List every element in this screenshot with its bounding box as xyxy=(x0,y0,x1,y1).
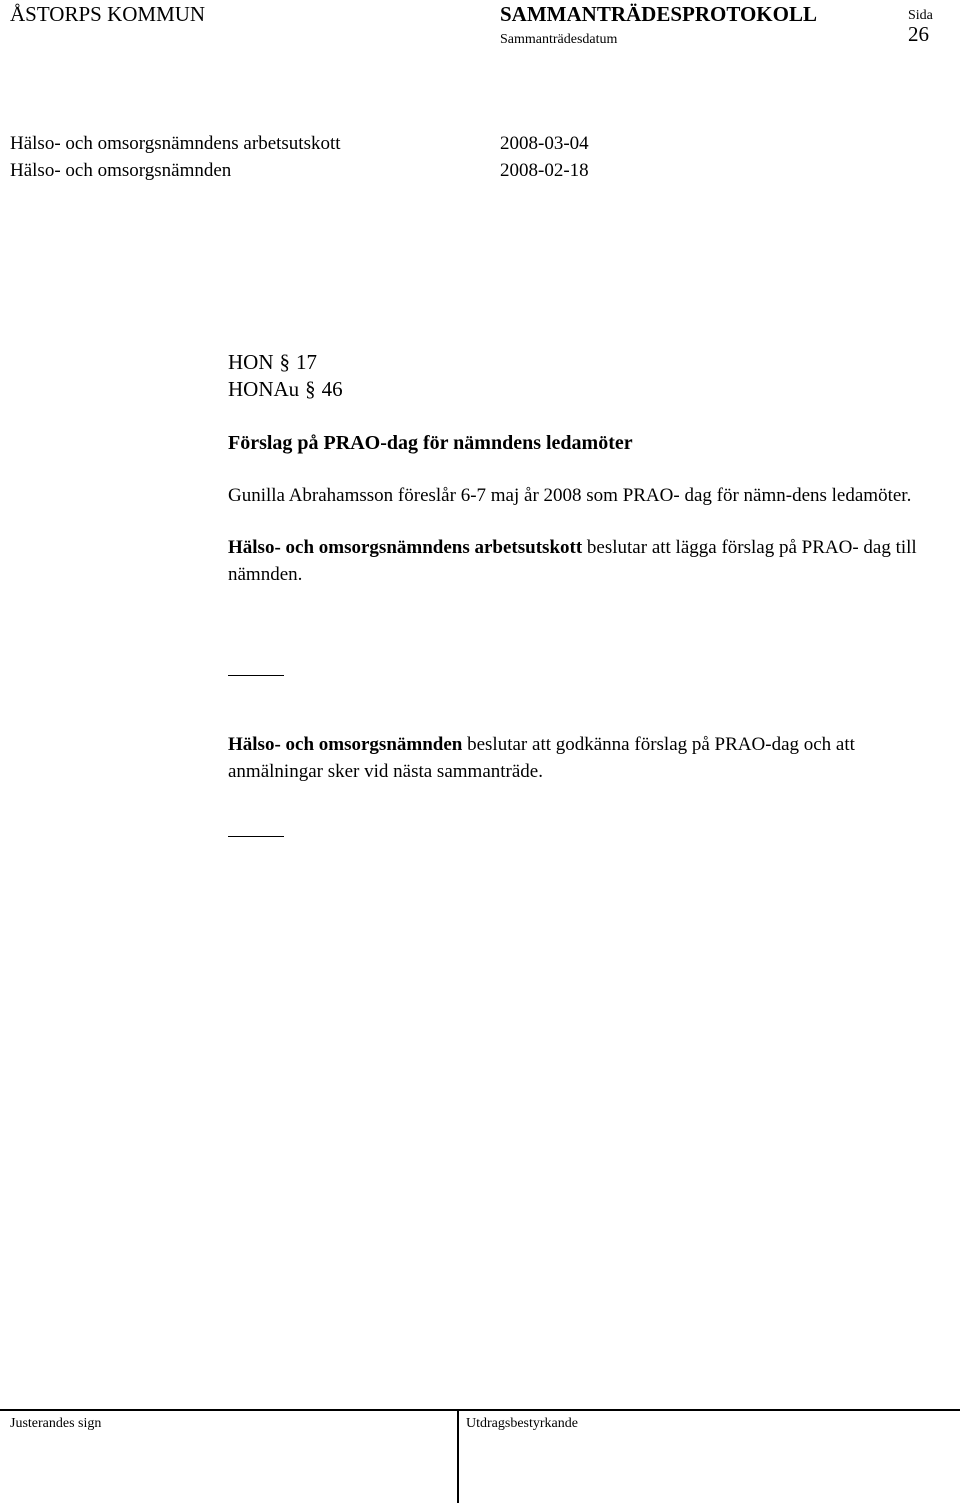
section-symbol: § xyxy=(305,377,316,401)
meeting-date-2: 2008-02-18 xyxy=(500,160,589,181)
separator-rule xyxy=(228,836,284,837)
committee-decision-paragraph xyxy=(228,534,928,588)
code-number: 46 xyxy=(321,377,343,401)
meeting-body-1: Hälso- och omsorgsnämndens arbetsutskott xyxy=(10,133,341,154)
extract-certification-label: Utdragsbestyrkande xyxy=(466,1416,578,1431)
board-decision-paragraph xyxy=(228,731,928,785)
paragraph-code-honau xyxy=(228,377,343,402)
board-decision-text: beslutar att godkänna förslag på PRAO-dag och att anmälningar sker vid nästa sammanträde. xyxy=(228,734,855,782)
justification-signature-label: Justerandes sign xyxy=(10,1416,102,1431)
board-name: Hälso- och omsorgsnämnden xyxy=(228,734,463,755)
separator-rule xyxy=(228,675,284,676)
meeting-body-2: Hälso- och omsorgsnämnden xyxy=(10,160,232,181)
code-number: 17 xyxy=(296,350,317,374)
section-symbol: § xyxy=(279,350,290,374)
page-label: Sida xyxy=(908,8,933,23)
paragraph-code-hon xyxy=(228,350,317,375)
code-prefix: HON xyxy=(228,350,274,374)
page-number: 26 xyxy=(908,22,929,46)
code-prefix: HONAu xyxy=(228,377,300,401)
organization-name: ÅSTORPS KOMMUN xyxy=(10,2,206,26)
meeting-date-1: 2008-03-04 xyxy=(500,133,589,154)
footer-rule xyxy=(0,1409,960,1411)
meeting-date-label: Sammanträdesdatum xyxy=(500,32,618,47)
document-type: SAMMANTRÄDESPROTOKOLL xyxy=(500,2,817,26)
committee-name: Hälso- och omsorgsnämndens arbetsutskott xyxy=(228,537,583,558)
footer-divider xyxy=(457,1409,459,1503)
matter-title: Förslag på PRAO-dag för nämndens ledamöter xyxy=(228,432,633,454)
board-decision-block xyxy=(228,731,928,785)
committee-decision-text: beslutar att lägga förslag på PRAO- dag till nämnden. xyxy=(228,537,917,585)
matter-content xyxy=(228,430,928,588)
proposal-paragraph: Gunilla Abrahamsson föreslår 6-7 maj år 2008 som PRAO- dag för nämn-dens ledamöter. xyxy=(228,485,912,506)
